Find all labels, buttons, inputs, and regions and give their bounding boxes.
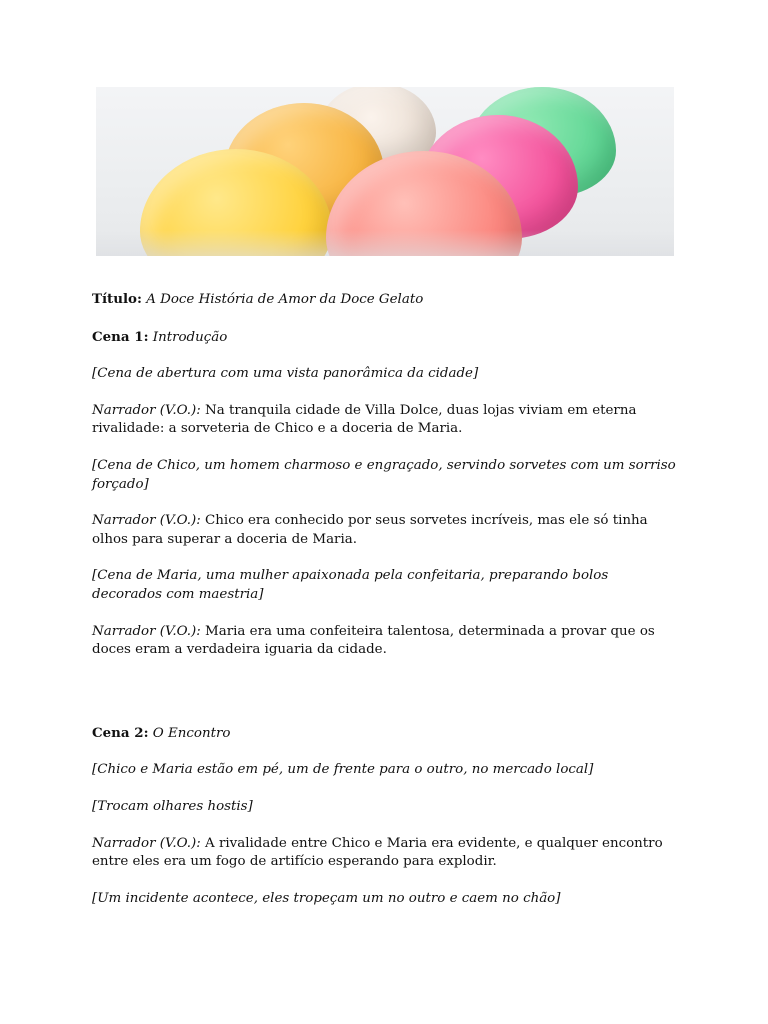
narrator-label: Narrador (V.O.): (92, 513, 201, 529)
narration-text: Chico era conhecido por seus sorvetes incríveis, mas ele só tinha olhos para superar a doceria de Maria. (92, 513, 648, 547)
stage-direction-text: [Chico e Maria estão em pé, um de frente para o outro, no mercado local] (92, 762, 594, 778)
scene1-heading (92, 328, 682, 348)
scene2-stage-direction-1 (92, 761, 682, 780)
scene1-stage-direction-3 (92, 567, 682, 604)
stage-direction-text: [Cena de Maria, uma mulher apaixonada pela confeitaria, preparando bolos decorados com maestria] (92, 568, 609, 602)
ice-cream-image (96, 87, 674, 256)
scene1-title: Introdução (152, 329, 228, 345)
scene1-narration-1 (92, 402, 682, 439)
narrator-label: Narrador (V.O.): (92, 835, 201, 851)
scene1-narration-2 (92, 512, 682, 549)
scene1-label: Cena 1: (92, 328, 149, 345)
narration-text: Na tranquila cidade de Villa Dolce, duas lojas viviam em eterna rivalidade: a sorveteria de Chico e a doceria de Maria. (92, 402, 637, 437)
title-value: A Doce História de Amor da Doce Gelato (146, 292, 424, 307)
narration-text: Maria era uma confeiteira talentosa, determinada a provar que os doces eram a verdadeira iguaria da cidade. (92, 623, 655, 658)
stage-direction-text: [Cena de Chico, um homem charmoso e engraçado, servindo sorvetes com um sorriso forçado] (92, 457, 676, 492)
script-body (92, 290, 682, 926)
scene1-stage-direction-1 (92, 365, 682, 384)
narrator-label: Narrador (V.O.): (92, 623, 201, 639)
narrator-label: Narrador (V.O.): (92, 402, 201, 418)
scene2-label: Cena 2: (92, 724, 149, 741)
scene2-narration-1 (92, 835, 682, 872)
scene1-stage-direction-2 (92, 457, 682, 494)
stage-direction-text: [Trocam olhares hostis] (92, 798, 253, 814)
scene2-stage-direction-3 (92, 890, 682, 909)
title-label: Título: (92, 291, 142, 307)
scene2-stage-direction-2 (92, 798, 682, 817)
stage-direction-text: [Um incidente acontece, eles tropeçam um no outro e caem no chão] (92, 890, 561, 906)
scene2-heading (92, 724, 682, 744)
title-line (92, 290, 682, 310)
scene1-narration-3 (92, 623, 682, 660)
section-spacer (92, 678, 682, 724)
scene2-title: O Encontro (152, 725, 231, 741)
narration-text: A rivalidade entre Chico e Maria era evidente, e qualquer encontro entre eles era um fogo de artifício esperando para explodir. (92, 835, 663, 870)
image-floor-shadow (96, 230, 674, 256)
stage-direction-text: [Cena de abertura com uma vista panorâmica da cidade] (92, 366, 479, 382)
